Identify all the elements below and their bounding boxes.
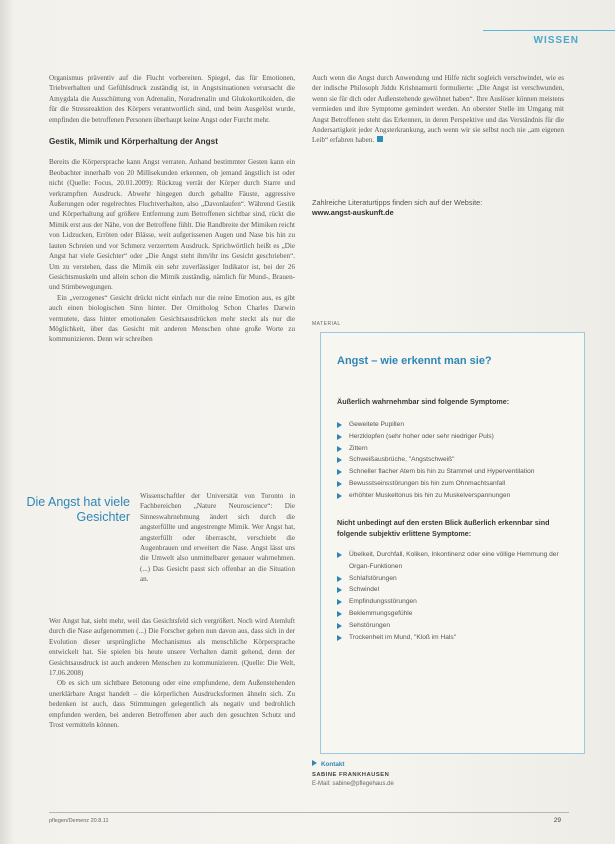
- contact-email[interactable]: E-Mail: sabine@pflegehaus.de: [312, 781, 394, 787]
- list-item-text: Schweißausbrüche, "Angstschweiß": [349, 456, 455, 464]
- list-item-text: Herzklopfen (sehr hoher oder sehr niedriger Puls): [349, 432, 494, 440]
- list-item-text: Trockenheit im Mund, "Kloß im Hals": [349, 633, 457, 641]
- bullet-arrow-icon: [337, 457, 342, 463]
- left-paragraph-4: Ob es sich um sichtbare Betonung oder eine empfundene, dem Außenstehenden unerklärbare Angst handelt – die körperlichen Ausdrucksformen ähneln sich. Zu bedenken ist auch, dass Stimmungen gelegentlich als negativ und bedrohlich empfunden werden, bei anderen Betroffenen aber auch den gesuchten Schutz und Trost vermitteln können.: [49, 679, 295, 730]
- bullet-arrow-icon: [337, 469, 342, 475]
- list-item: [337, 431, 577, 443]
- bullet-arrow-icon: [337, 576, 342, 582]
- page-number: 29: [553, 817, 561, 824]
- list-item: [337, 419, 577, 431]
- list-item: [337, 608, 577, 620]
- section-label: WISSEN: [533, 35, 579, 46]
- bullet-arrow-icon: [337, 587, 342, 593]
- visible-symptoms-list: [337, 419, 577, 502]
- infobox-title: Angst – wie erkennt man sie?: [337, 355, 492, 367]
- list-item-text: Übelkeit, Durchfall, Koliken, Inkontinenz oder eine völlige Hemmung der Organ-Funktionen: [349, 551, 559, 570]
- quote-column: [140, 491, 295, 585]
- list-item: [337, 454, 577, 466]
- bullet-arrow-icon: [337, 481, 342, 487]
- list-item-text: Bewusstseinsstörungen bis hin zum Ohnmachtsanfall: [349, 479, 506, 487]
- bullet-arrow-icon: [337, 552, 342, 558]
- contact-label: [312, 760, 562, 768]
- bullet-arrow-icon: [337, 635, 342, 641]
- infobox-intro-visible: Äußerlich wahrnehmbar sind folgende Symptome:: [337, 397, 510, 406]
- infobox-label: MATERIAL: [312, 321, 341, 327]
- list-item: [337, 632, 577, 644]
- list-item-text: Schneller flacher Atem bis hin zu Stammel und Hyperventilation: [349, 468, 535, 476]
- list-item-text: Empfindungsstörungen: [349, 598, 417, 606]
- list-item-text: Schwindel: [349, 586, 380, 594]
- infobox-intro-subjective: Nicht unbedingt auf den ersten Blick äußerlich erkennbar sind folgende subjektiv erlittene Symptome:: [337, 518, 550, 538]
- list-item: [337, 620, 577, 632]
- list-item-text: erhöhter Muskeltonus bis hin zu Muskelverspannungen: [349, 491, 511, 499]
- left-paragraph-1: Bereits die Körpersprache kann Angst verraten. Anhand bestimmter Gesten kann ein Beobachter innerhalb von 20 Millisekunden erkennen, ob jemand ängstlich ist oder nicht (Quelle: Focus, 20.01.2009): Rückzug verrät der Körper durch Starre und verkrampften Ausdruck. Abwehr hingegen durch geballte Fäuste, aggressive Äußerungen oder regelrechtes Fluchtverhalten, also „Davonlaufen“. Während Gestik und Körperhaltung auf größere Entfernung zum Betroffenen sichtbar sind, rückt die Mimik erst aus der Nähe, von der Betroffene fühlt. Die Randbreite der Mimiken reicht von Lidzucken, Erröten oder Blässe, weit aufgerissenen Augen und Nase bis hin zu lauten Schreien und vor Schmerz verzerrtem Ausdruck. Sprichwörtlich heißt es „Die Angst hat viele Gesichter“ oder „Die Angst steht ihm/ihr ins Gesicht geschrieben“. Um zu verstehen, dass die Mimik ein sehr zuverlässiger Indikator ist, bei der 26 Gesichtsmuskeln und allein schon die Mimik zuständig, nämlich für Mund-, Brauen- und Stirnbewegungen.: [49, 158, 295, 292]
- bullet-arrow-icon: [337, 611, 342, 617]
- left-column: [49, 73, 295, 345]
- left-paragraph-2: Ein „verzogenes“ Gesicht drückt nicht einfach nur die reine Emotion aus, es gibt auch einen biologischen Sinn hinter. Der Ornitholog Schon Charles Darwin vermutete, dass hinter emotionalen Gesichtsausdrücken mehr steckt als nur die Möglichkeit, über das Gesicht mit anderen Menschen ohne große Worte zu kommunizieren. Denn wir schreiben: [49, 293, 295, 344]
- list-item-text: Sehstörungen: [349, 621, 391, 629]
- list-item: [337, 490, 577, 502]
- list-item: [337, 549, 577, 573]
- quote-paragraph: Wissenschaftler der Universität von Toronto in Fachbereichen „Nature Neuroscience“: Die Sinneswahrnehmung ändert sich durch die angsterfüllte und angestrengte Mimik. Wer Angst hat, angsterfüllt oder überrascht, verschiebt die Augenbrauen und erweitert die Nase. Angst lässt uns die Umwelt also unmittelbarer genauer wahrnehmen. (...) Das Gesicht passt sich offenbar an die Situation an.: [140, 492, 295, 584]
- list-item-text: Geweitete Pupillen: [349, 421, 404, 428]
- contact-label-text: Kontakt: [321, 761, 345, 768]
- left-column-lower: [49, 616, 295, 730]
- contact-block: [312, 760, 562, 787]
- contact-name: SABINE FRANKHAUSEN: [312, 772, 390, 778]
- bullet-arrow-icon: [337, 599, 342, 605]
- list-item: [337, 596, 577, 608]
- links-block: [312, 198, 564, 219]
- links-intro: Zahlreiche Literaturtipps finden sich auf der Website:: [312, 198, 483, 207]
- list-item: [337, 443, 577, 455]
- end-mark-icon: [377, 136, 383, 142]
- left-intro-paragraph: Organismus präventiv auf die Flucht vorbereiten. Spiegel, das für Emotionen, Triebverhalten und Gefühlsdruck zuständig ist, in Angstsituationen verursacht die Amygdala die Ausschüttung von Adrenalin, Noradrenalin und Glukokortikoiden, die für die Stressreaktion des Körpers verantwortlich sind, und beim Ausgelöst wurde, empfinden die betroffenen Personen überhaupt keine Angst oder Furcht mehr.: [49, 74, 295, 124]
- subjective-symptoms-list: [337, 549, 577, 643]
- bullet-arrow-icon: [337, 434, 342, 440]
- list-item-text: Schlafstörungen: [349, 574, 397, 582]
- bullet-arrow-icon: [337, 422, 342, 428]
- list-item: [337, 584, 577, 596]
- right-column: [312, 73, 564, 146]
- website-link[interactable]: www.angst-auskunft.de: [312, 208, 394, 218]
- list-item: [337, 573, 577, 585]
- bullet-arrow-icon: [337, 446, 342, 452]
- pull-quote: Die Angst hat viele Gesichter: [26, 495, 130, 524]
- contact-arrow-icon: [312, 760, 317, 766]
- left-paragraph-3: Wer Angst hat, sieht mehr, weil das Gesichtsfeld sich vergrößert. Noch wird Atemluft durch die Nase aufgenommen (...) Die Forscher gehen nun davon aus, dass sich in der Evolution dieser ursprüngliche Mechanismus als menschliche Körpersprache entwickelt hat. Sie spielen bis heute unsere Verhalten damit gehend, denn der Gesichtsausdruck ist auch anderen Menschen zu kommunizieren. (Quelle: Die Welt, 17.06.2008): [49, 617, 295, 678]
- footer-divider: [49, 812, 569, 813]
- list-item: [337, 466, 577, 478]
- section-header: [483, 30, 615, 51]
- list-item-text: Zittern: [349, 444, 368, 452]
- list-item: [337, 478, 577, 490]
- right-paragraph-1: [312, 73, 564, 146]
- list-item-text: Beklemmungsgefühle: [349, 609, 413, 617]
- footer-publication: pflegen/Demenz 20.8.11: [49, 818, 109, 824]
- symptoms-infobox: [320, 332, 585, 754]
- right-paragraph-1-text: Auch wenn die Angst durch Anwendung und Hilfe nicht sogleich verschwindet, wie es der indische Philosoph Jiddu Krishnamurti formulierte: „Die Angst ist verschwunden, wenn sie für dich oder Außenstehende gewöhnet haben“. Ihre Auslöser können meistens vermieden und ihre Symptome gemindert werden. An oberster Stelle im Umgang mit Angst Betroffenen steht das Erkennen, in deren Perspektive und das Verständnis für die Andersartigkeit jeder Angsterkrankung, auch wenn wir sie selbst noch nie „am eigenen Leib“ erfahren haben.: [312, 74, 564, 145]
- bullet-arrow-icon: [337, 623, 342, 629]
- subheading-gestik: Gestik, Mimik und Körperhaltung der Angst: [49, 137, 218, 147]
- bullet-arrow-icon: [337, 493, 342, 499]
